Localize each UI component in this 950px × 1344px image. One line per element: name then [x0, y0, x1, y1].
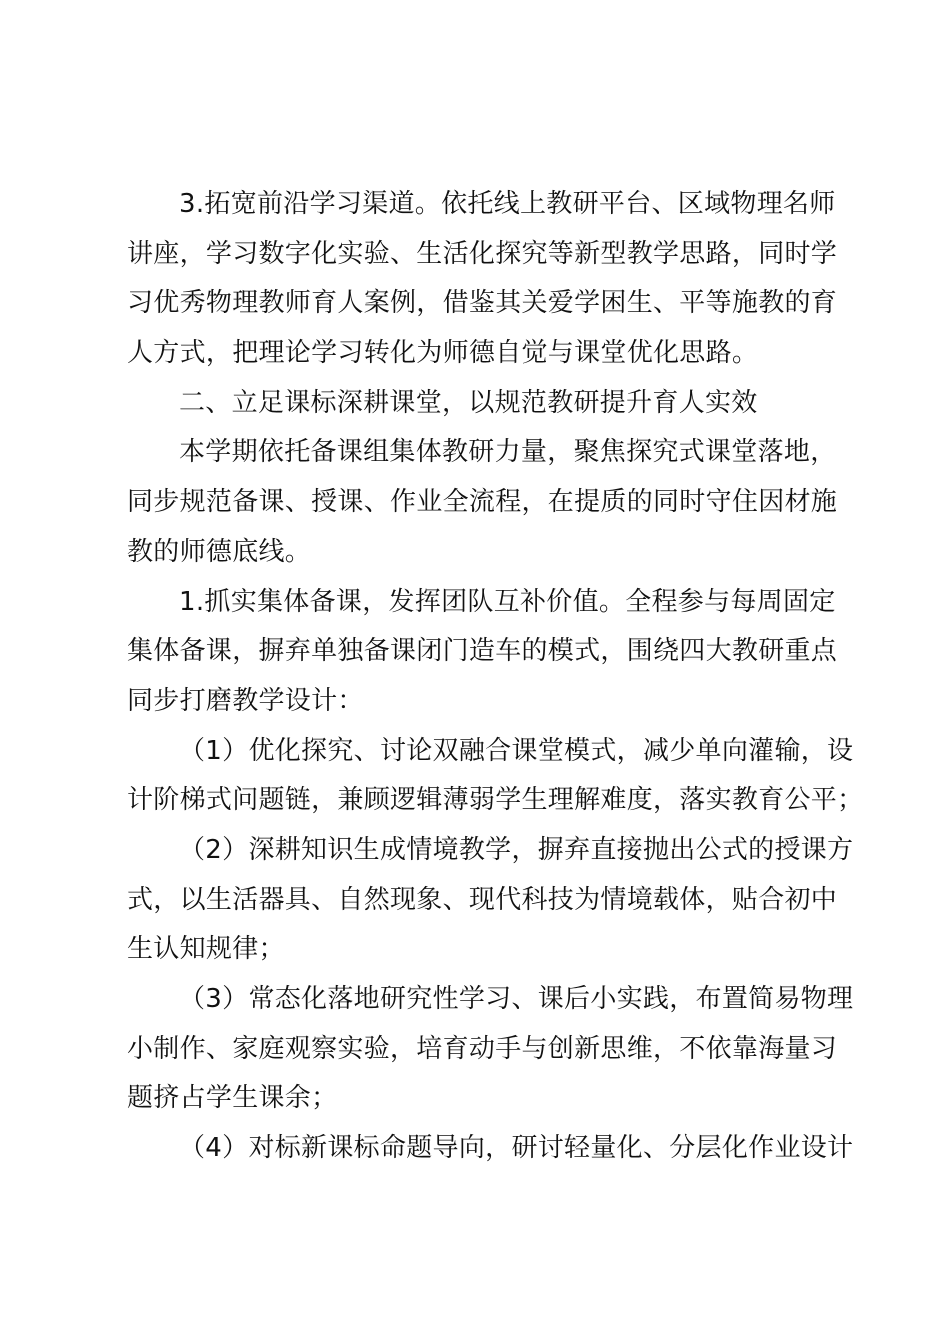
- paragraph-line: 集体备课，摒弃单独备课闭门造车的模式，围绕四大教研重点: [127, 636, 838, 667]
- list-item-line: 式，以生活器具、自然现象、现代科技为情境载体，贴合初中: [127, 884, 838, 915]
- list-item-line: 计阶梯式问题链，兼顾逻辑薄弱学生理解难度，落实教育公平；: [127, 785, 864, 816]
- paragraph-line: 人方式，把理论学习转化为师德自觉与课堂优化思路。: [127, 338, 759, 369]
- paragraph-line: 讲座，学习数字化实验、生活化探究等新型教学思路，同时学: [127, 238, 838, 269]
- paragraph-line: 同步规范备课、授课、作业全流程，在提质的同时守住因材施: [127, 487, 838, 518]
- list-item-line: 小制作、家庭观察实验，培育动手与创新思维，不依靠海量习: [127, 1033, 838, 1064]
- paragraph-line: 1.抓实集体备课，发挥团队互补价值。全程参与每周固定: [179, 586, 836, 617]
- list-item-line: （4）对标新课标命题导向，研讨轻量化、分层化作业设计: [179, 1133, 854, 1164]
- section-heading: 二、立足课标深耕课堂，以规范教研提升育人实效: [179, 387, 758, 418]
- paragraph-line: 教的师德底线。: [127, 536, 312, 567]
- list-item-line: （2）深耕知识生成情境教学，摒弃直接抛出公式的授课方: [179, 834, 854, 865]
- list-item-line: （3）常态化落地研究性学习、课后小实践，布置简易物理: [179, 984, 854, 1014]
- document-body: [127, 180, 864, 1174]
- list-item-line: 生认知规律；: [127, 934, 285, 965]
- paragraph-line: 同步打磨教学设计：: [127, 685, 364, 716]
- list-item-line: 题挤占学生课余；: [127, 1083, 338, 1114]
- paragraph-line: 本学期依托备课组集体教研力量，聚焦探究式课堂落地，: [179, 437, 837, 468]
- paragraph-line: 3.拓宽前沿学习渠道。依托线上教研平台、区域物理名师: [179, 189, 836, 219]
- paragraph-line: 习优秀物理教师育人案例，借鉴其关爱学困生、平等施教的育: [127, 288, 838, 319]
- list-item-line: （1）优化探究、讨论双融合课堂模式，减少单向灌输，设: [179, 735, 854, 766]
